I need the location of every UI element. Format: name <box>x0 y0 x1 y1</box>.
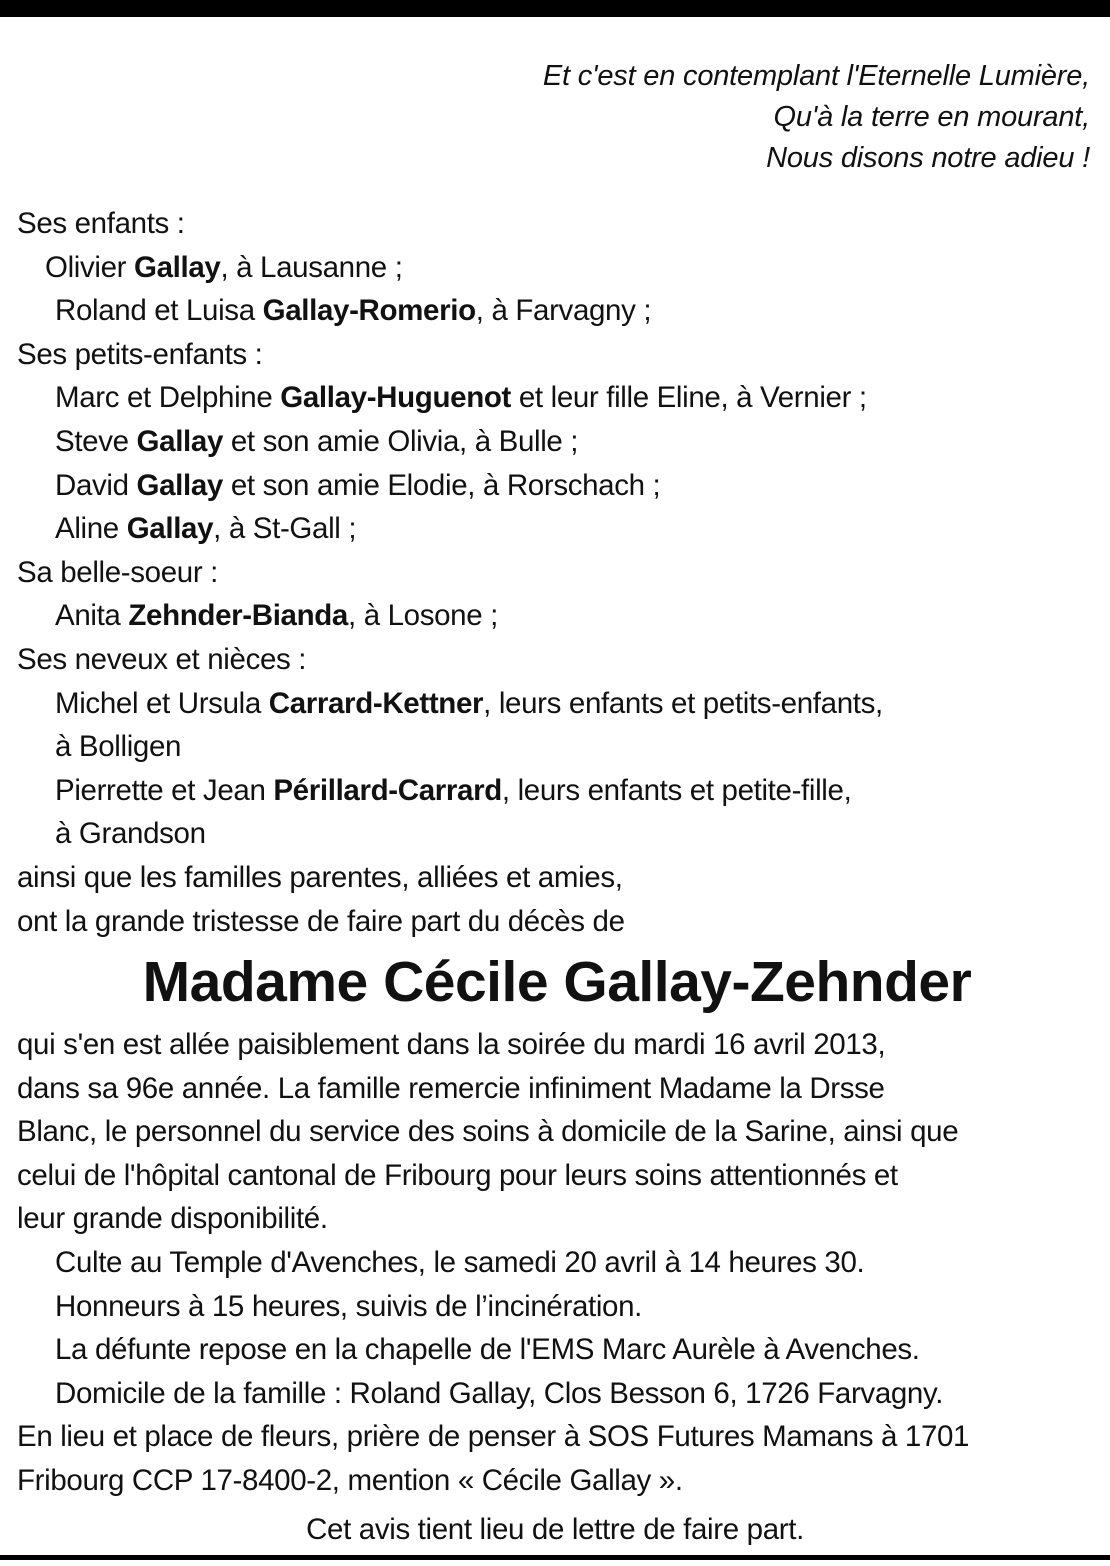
text-line <box>17 246 1107 290</box>
epigraph-poem <box>543 56 1090 179</box>
text-line <box>17 1328 1107 1372</box>
text-segment: , à St-Gall ; <box>213 512 357 546</box>
text-segment: qui s'en est allée paisiblement dans la soirée du mardi 16 avril 2013, <box>17 1028 886 1062</box>
text-line <box>17 551 1107 595</box>
poem-line: Et c'est en contemplant l'Eternelle Lumière, <box>542 60 1090 92</box>
deceased-name: Madame Cécile Gallay-Zehnder <box>142 950 972 1015</box>
text-segment: Anita <box>55 599 129 633</box>
text-line <box>17 1154 1107 1198</box>
text-segment: , à Losone ; <box>348 599 498 633</box>
poem-line: Qu'à la terre en mourant, <box>773 101 1090 133</box>
text-line <box>17 900 1107 944</box>
text-line <box>17 1459 1107 1503</box>
text-segment: celui de l'hôpital cantonal de Fribourg pour leurs soins attentionnés et <box>17 1158 898 1192</box>
text-segment: La défunte repose en la chapelle de l'EMS Marc Aurèle à Avenches. <box>55 1333 920 1367</box>
closing-note: Cet avis tient lieu de lettre de faire part. <box>306 1513 804 1546</box>
text-line <box>17 1372 1107 1416</box>
family-name: Carrard-Kettner <box>268 686 484 720</box>
text-line <box>17 594 1107 638</box>
text-segment: leur grande disponibilité. <box>17 1202 328 1236</box>
text-segment: Ses petits-enfants : <box>17 337 263 371</box>
text-line <box>17 725 1107 769</box>
text-segment: ont la grande tristesse de faire part du décès de <box>17 904 625 938</box>
text-segment: Pierrette et Jean <box>55 773 274 807</box>
family-name: Gallay-Huguenot <box>280 381 512 415</box>
text-segment: En lieu et place de fleurs, prière de penser à SOS Futures Mamans à 1701 <box>17 1420 970 1454</box>
text-segment: à Grandson <box>55 817 206 851</box>
text-line <box>17 1241 1107 1285</box>
details-text <box>17 1023 1107 1503</box>
text-line <box>17 464 1107 508</box>
family-name: Gallay <box>126 512 214 546</box>
family-list <box>17 202 1107 943</box>
text-line <box>17 376 1107 420</box>
family-name: Gallay <box>133 250 221 284</box>
family-name: Périllard-Carrard <box>273 773 502 807</box>
poem-line: Nous disons notre adieu ! <box>766 142 1090 174</box>
text-segment: , leurs enfants et petits-enfants, <box>483 686 883 720</box>
text-line <box>17 856 1107 900</box>
text-segment: Blanc, le personnel du service des soins à domicile de la Sarine, ainsi que <box>17 1115 959 1149</box>
text-line <box>17 1285 1107 1329</box>
text-segment: , à Farvagny ; <box>475 294 652 328</box>
text-line <box>17 1110 1107 1154</box>
text-segment: dans sa 96e année. La famille remercie infiniment Madame la Drsse <box>17 1071 885 1105</box>
text-line <box>17 1197 1107 1241</box>
text-segment: , leurs enfants et petite-fille, <box>501 773 852 807</box>
bottom-border <box>0 1555 1110 1560</box>
text-segment: , à Lausanne ; <box>220 250 403 284</box>
text-segment: et son amie Olivia, à Bulle ; <box>223 424 579 458</box>
text-segment: Fribourg CCP 17-8400-2, mention « Cécile Gallay ». <box>17 1464 683 1498</box>
text-segment: à Bolligen <box>55 730 182 764</box>
family-name: Gallay-Romerio <box>262 294 476 328</box>
text-line <box>17 812 1107 856</box>
text-line <box>17 638 1107 682</box>
text-segment: et son amie Elodie, à Rorschach ; <box>223 468 661 502</box>
text-line <box>17 420 1107 464</box>
text-line <box>17 1415 1107 1459</box>
text-segment: Ses neveux et nièces : <box>17 642 307 676</box>
text-segment: Marc et Delphine <box>55 381 281 415</box>
text-segment: Ses enfants : <box>17 207 185 240</box>
text-line <box>17 333 1107 377</box>
top-border <box>0 0 1110 17</box>
obituary-body <box>17 202 1107 1503</box>
text-segment: Michel et Ursula <box>55 686 269 720</box>
text-segment: Aline <box>55 512 127 546</box>
text-line <box>17 769 1107 813</box>
text-line <box>17 682 1107 726</box>
text-segment: Honneurs à 15 heures, suivis de l’incinération. <box>55 1289 643 1323</box>
text-line <box>17 202 1107 246</box>
text-segment: Steve <box>55 424 137 458</box>
text-segment: Culte au Temple d'Avenches, le samedi 20 avril à 14 heures 30. <box>55 1246 865 1280</box>
text-line <box>17 1067 1107 1111</box>
text-line <box>17 289 1107 333</box>
text-line <box>17 507 1107 551</box>
text-segment: ainsi que les familles parentes, alliées et amies, <box>17 860 623 894</box>
family-name: Gallay <box>136 468 223 502</box>
text-segment: Olivier <box>45 250 134 284</box>
text-segment: Domicile de la famille : Roland Gallay, Clos Besson 6, 1726 Farvagny. <box>55 1376 944 1410</box>
text-segment: et leur fille Eline, à Vernier ; <box>511 381 867 415</box>
family-name: Zehnder-Bianda <box>128 599 348 633</box>
text-segment: Sa belle-soeur : <box>17 555 219 589</box>
family-name: Gallay <box>136 424 224 458</box>
text-segment: David <box>55 468 137 502</box>
text-segment: Roland et Luisa <box>55 294 263 328</box>
text-line <box>17 1023 1107 1067</box>
